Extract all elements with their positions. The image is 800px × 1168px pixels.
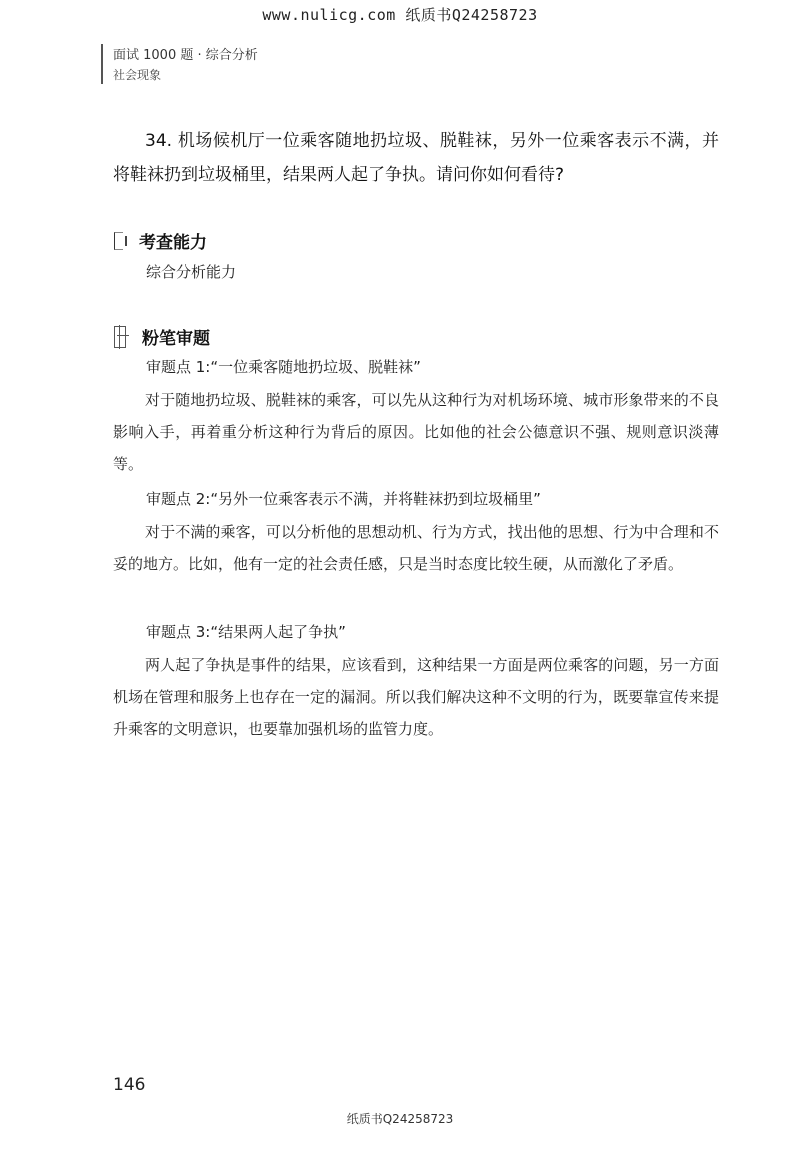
running-header-title: 面试 1000 题 · 综合分析 [113, 48, 258, 63]
bottom-watermark: 纸质书Q24258723 [346, 1112, 454, 1126]
analysis-heading-label: 粉笔审题 [142, 329, 210, 349]
top-watermark: www.nulicg.com 纸质书Q24258723 [262, 6, 538, 24]
analysis-section-heading [114, 324, 210, 349]
running-header-subtitle: 社会现象 [113, 68, 162, 82]
analysis-point-3-text: 两人起了争执是事件的结果，应该看到，这种结果一方面是两位乘客的问题，另一方面机场在管理和服务上也存在一定的漏洞。所以我们解决这种不文明的行为，既要靠宣传来提升乘客的文明意识，也要靠加强机场的监管力度。 [113, 656, 719, 738]
header-divider [101, 44, 103, 84]
analysis-point-2-label: 审题点 2:“另外一位乘客表示不满，并将鞋袜扔到垃圾桶里” [146, 490, 541, 508]
ability-heading-label: 考查能力 [139, 233, 207, 253]
analysis-point-1-label: 审题点 1:“一位乘客随地扔垃圾、脱鞋袜” [146, 358, 421, 376]
ability-section-heading [114, 228, 207, 253]
ability-icon [114, 232, 123, 250]
analysis-point-3-label: 审题点 3:“结果两人起了争执” [146, 623, 346, 641]
analysis-point-1-text: 对于随地扔垃圾、脱鞋袜的乘客，可以先从这种行为对机场环境、城市形象带来的不良影响入手，再着重分析这种行为背后的原因。比如他的社会公德意识不强、规则意识淡薄等。 [113, 391, 719, 473]
ability-content: 综合分析能力 [146, 263, 237, 281]
question-text: 34. 机场候机厅一位乘客随地扔垃圾、脱鞋袜，另外一位乘客表示不满，并将鞋袜扔到垃圾桶里，结果两人起了争执。请问你如何看待? [113, 131, 719, 185]
page-number: 146 [113, 1075, 146, 1095]
analysis-point-2-text: 对于不满的乘客，可以分析他的思想动机、行为方式，找出他的思想、行为中合理和不妥的地方。比如，他有一定的社会责任感，只是当时态度比较生硬，从而激化了矛盾。 [113, 523, 719, 573]
pen-icon [114, 326, 126, 348]
